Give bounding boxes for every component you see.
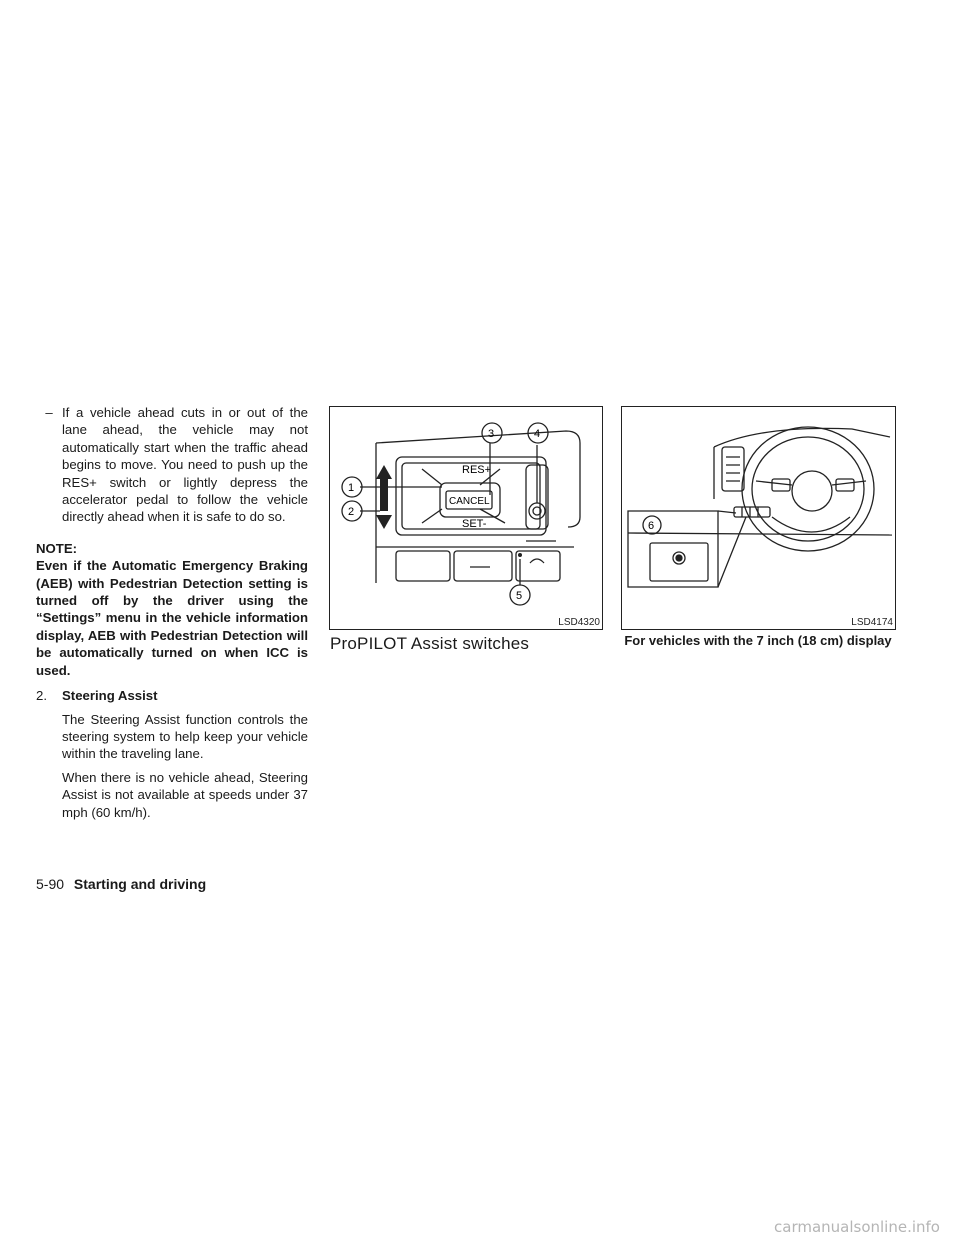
note-text: Even if the Automatic Emergency Braking (AEB) with Pedestrian Detection setting is turned off by the driver using the “Settings” menu in the vehicle information display, AEB with Pedestrian Detection will be automatically turned on when ICC is used. xyxy=(36,558,308,678)
figure-steering-wheel xyxy=(621,406,896,630)
left-column xyxy=(36,404,308,821)
page-number: 5-90 xyxy=(36,876,65,892)
wheel-hub xyxy=(792,471,832,511)
figure2-caption: For vehicles with the 7 inch (18 cm) display xyxy=(624,633,892,648)
note-title: NOTE: xyxy=(36,540,78,556)
figure-code: LSD4320 xyxy=(558,617,600,628)
callout-3: 3 xyxy=(488,428,495,440)
figure-propilot-switches xyxy=(329,406,603,630)
page-footer xyxy=(36,876,206,892)
zoom-box xyxy=(628,511,718,587)
bullet-dash: – xyxy=(45,405,53,420)
air-vent xyxy=(722,447,744,491)
cancel-label: CANCEL xyxy=(449,496,490,507)
callout-2: 2 xyxy=(348,506,355,518)
bullet-item xyxy=(36,404,308,526)
callout-6: 6 xyxy=(648,520,655,532)
switch-illustration xyxy=(330,407,602,629)
res-label: RES+ xyxy=(462,464,492,476)
arrow-up-icon xyxy=(376,465,392,479)
figure-code: LSD4174 xyxy=(851,617,893,628)
set-label: SET- xyxy=(462,518,487,530)
sensor-icon xyxy=(530,559,544,563)
figure1-caption: ProPILOT Assist switches xyxy=(330,634,530,653)
zoom-button-shape xyxy=(650,543,708,581)
panel-outline xyxy=(376,431,580,527)
section-title: Starting and driving xyxy=(73,876,207,892)
callout-4: 4 xyxy=(534,428,541,440)
callout-5: 5 xyxy=(516,590,523,602)
watermark: carmanualsonline.info xyxy=(774,1218,940,1236)
arrow-down-icon xyxy=(376,515,392,529)
numbered-item xyxy=(36,687,308,704)
steering-wheel-illustration xyxy=(622,407,895,629)
item-number: 2. xyxy=(36,688,47,704)
switch-cluster xyxy=(734,507,770,517)
bullet-text: If a vehicle ahead cuts in or out of the lane ahead, the vehicle may not automatically start when the traffic ahead begins to move. You need to push up the RES+ switch or lightly depress the accelerator pedal to follow the vehicle directly ahead when it is safe to do so. xyxy=(62,405,308,525)
item-title: Steering Assist xyxy=(62,688,158,704)
steering-assist-para-1: The Steering Assist function controls the steering system to help keep your vehicle within the traveling lane. xyxy=(62,711,308,762)
callout-1: 1 xyxy=(348,482,355,494)
steering-assist-para-2: When there is no vehicle ahead, Steering Assist is not available at speeds under 37 mph (60 km/h). xyxy=(62,769,308,820)
